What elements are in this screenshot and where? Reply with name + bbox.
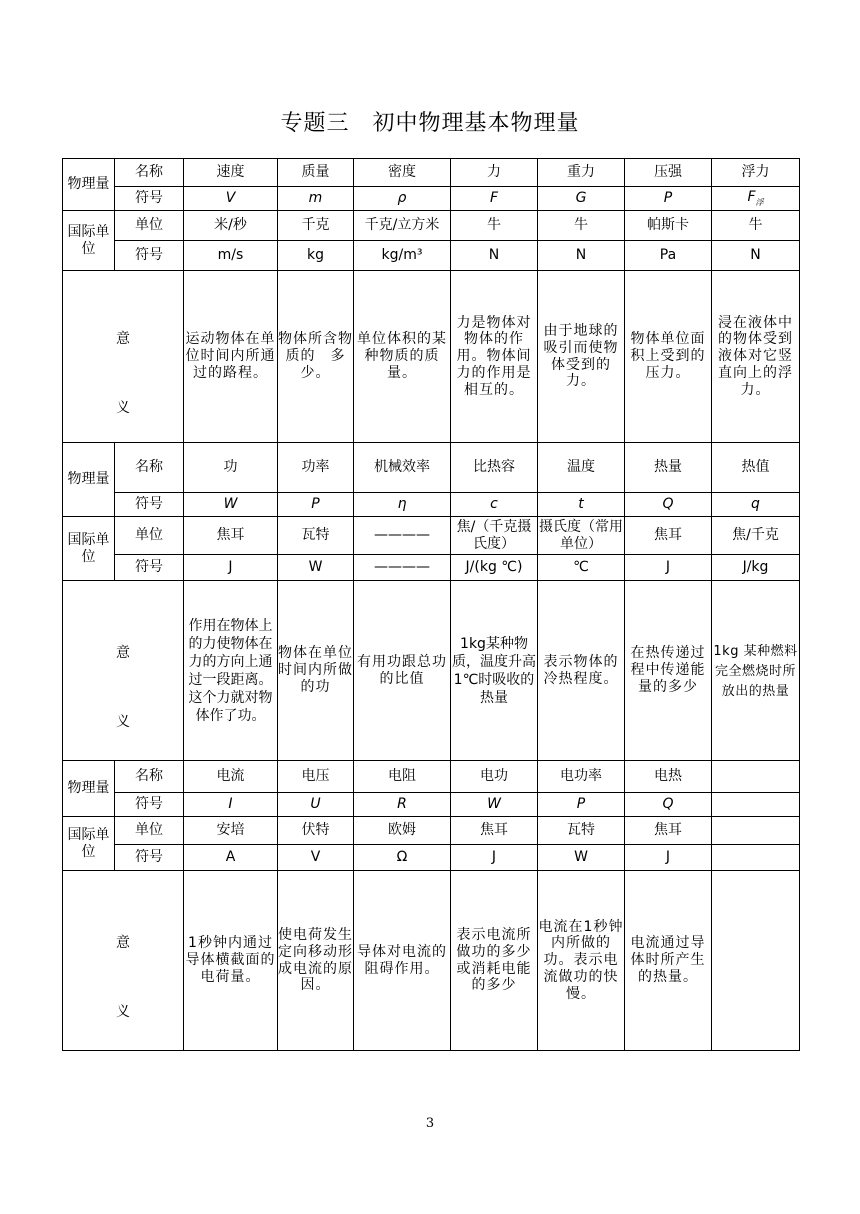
unit-symbol: Pa xyxy=(625,241,712,271)
quantity-name xyxy=(712,761,800,793)
unit-symbol: kg xyxy=(278,241,354,271)
quantity-name: 温度 xyxy=(538,443,625,493)
label-symbol: 符号 xyxy=(115,187,184,211)
group-label-quantity: 物理量 xyxy=(63,761,115,817)
symbol-subscript: 浮 xyxy=(755,198,764,208)
label-unit: 单位 xyxy=(115,517,184,555)
page-number: 3 xyxy=(425,1116,435,1131)
unit-name: 千克/立方米 xyxy=(354,211,451,241)
meaning-text: 导体对电流的阻碍作用。 xyxy=(354,871,451,1051)
unit-symbol: N xyxy=(451,241,538,271)
meaning-text: 由于地球的吸引而使物体受到的力。 xyxy=(538,271,625,443)
unit-name: 焦耳 xyxy=(625,517,712,555)
unit-symbol: kg/m³ xyxy=(354,241,451,271)
unit-symbol: J/kg xyxy=(712,555,800,581)
quantity-symbol xyxy=(538,793,625,817)
quantity-name: 浮力 xyxy=(712,159,800,187)
symbol-text: F xyxy=(489,190,499,207)
meaning-text: 使电荷发生定向移动形成电流的原因。 xyxy=(278,871,354,1051)
quantity-symbol xyxy=(712,187,800,211)
quantity-name: 力 xyxy=(451,159,538,187)
label-unit-symbol: 符号 xyxy=(115,241,184,271)
quantity-symbol xyxy=(354,493,451,517)
quantity-symbol xyxy=(278,187,354,211)
quantity-name: 电热 xyxy=(625,761,712,793)
meaning-row xyxy=(63,271,800,443)
label-name: 名称 xyxy=(115,761,184,793)
unit-name: 伏特 xyxy=(278,817,354,845)
symbol-text: P xyxy=(311,496,320,513)
symbol-text: W xyxy=(223,496,238,513)
unit-name: 焦耳 xyxy=(184,517,278,555)
quantity-symbol xyxy=(278,793,354,817)
unit-name: 千克 xyxy=(278,211,354,241)
quantity-symbol xyxy=(451,493,538,517)
quantity-symbol xyxy=(184,793,278,817)
name-row xyxy=(63,159,800,187)
meaning-text: 力是物体对物体的作用。物体间力的作用是相互的。 xyxy=(451,271,538,443)
unit-row xyxy=(63,211,800,241)
meaning-text: 浸在液体中的物体受到液体对它竖直向上的浮力。 xyxy=(712,271,800,443)
meaning-text: 物体在单位时间内所做的功 xyxy=(278,581,354,761)
quantity-symbol xyxy=(625,493,712,517)
symbol-text: W xyxy=(487,796,501,813)
quantity-symbol xyxy=(625,187,712,211)
quantity-name: 重力 xyxy=(538,159,625,187)
unit-name: 焦耳 xyxy=(625,817,712,845)
quantity-name: 电压 xyxy=(278,761,354,793)
quantity-name: 电功 xyxy=(451,761,538,793)
symbol-row xyxy=(63,793,800,817)
meaning-row xyxy=(63,871,800,1051)
quantity-symbol xyxy=(278,493,354,517)
page-title: 专题三 初中物理基本物理量 xyxy=(280,111,580,136)
unit-name: 焦/（千克摄氏度） xyxy=(451,517,538,555)
unit-name: 焦/千克 xyxy=(712,517,800,555)
unit-symbol: J/(kg ℃) xyxy=(451,555,538,581)
unit-symbol: N xyxy=(538,241,625,271)
unit-symbol xyxy=(712,845,800,871)
symbol-text: R xyxy=(397,796,407,813)
unit-symbol: A xyxy=(184,845,278,871)
unit-symbol: J xyxy=(451,845,538,871)
meaning-text xyxy=(712,871,800,1051)
meaning-text: 1kg某种物质，温度升高1℃时吸收的热量 xyxy=(451,581,538,761)
label-unit: 单位 xyxy=(115,817,184,845)
quantity-symbol xyxy=(354,187,451,211)
unit-symbol: Ω xyxy=(354,845,451,871)
group-label-si-unit: 国际单位 xyxy=(63,817,115,871)
quantity-name: 电阻 xyxy=(354,761,451,793)
label-meaning-2: 义 xyxy=(116,713,130,730)
unit-symbol: J xyxy=(184,555,278,581)
quantity-name: 功率 xyxy=(278,443,354,493)
unit-symbol: W xyxy=(278,555,354,581)
meaning-text: 1kg 某种燃料完全燃烧时所放出的热量 xyxy=(712,581,800,761)
label-meaning-1: 意 xyxy=(116,330,130,347)
unit-name: 牛 xyxy=(538,211,625,241)
unit-name: 帕斯卡 xyxy=(625,211,712,241)
label-name: 名称 xyxy=(115,159,184,187)
unit-name: 瓦特 xyxy=(538,817,625,845)
quantity-name: 比热容 xyxy=(451,443,538,493)
quantity-symbol xyxy=(451,793,538,817)
unit-symbol: m/s xyxy=(184,241,278,271)
label-unit-symbol: 符号 xyxy=(115,555,184,581)
label-meaning-1: 意 xyxy=(116,644,130,661)
unit-symbol: J xyxy=(625,555,712,581)
unit-name: 牛 xyxy=(712,211,800,241)
unit-name: 安培 xyxy=(184,817,278,845)
label-meaning xyxy=(63,271,184,443)
quantity-name: 质量 xyxy=(278,159,354,187)
symbol-text: U xyxy=(310,796,321,813)
label-name: 名称 xyxy=(115,443,184,493)
symbol-text: G xyxy=(575,190,587,207)
name-row xyxy=(63,443,800,493)
physics-quantities-table xyxy=(62,158,800,1051)
symbol-text: Q xyxy=(662,796,674,813)
quantity-symbol xyxy=(451,187,538,211)
symbol-text: I xyxy=(228,796,233,813)
unit-symbol: W xyxy=(538,845,625,871)
quantity-name: 功 xyxy=(184,443,278,493)
unit-symbol: ℃ xyxy=(538,555,625,581)
quantity-name: 机械效率 xyxy=(354,443,451,493)
label-meaning-2: 义 xyxy=(116,399,130,416)
symbol-text: V xyxy=(225,190,236,207)
label-meaning xyxy=(63,581,184,761)
label-symbol: 符号 xyxy=(115,493,184,517)
unit-name: 摄氏度（常用单位） xyxy=(538,517,625,555)
meaning-text: 有用功跟总功的比值 xyxy=(354,581,451,761)
label-meaning-2: 义 xyxy=(116,1003,130,1020)
symbol-text: F xyxy=(747,189,756,206)
quantity-symbol xyxy=(625,793,712,817)
symbol-text: P xyxy=(576,796,586,813)
group-label-quantity: 物理量 xyxy=(63,443,115,517)
unit-name: ———— xyxy=(354,517,451,555)
label-unit: 单位 xyxy=(115,211,184,241)
quantity-symbol xyxy=(354,793,451,817)
quantity-name: 电功率 xyxy=(538,761,625,793)
quantity-symbol xyxy=(712,493,800,517)
unit-symbol-row xyxy=(63,241,800,271)
quantity-name: 密度 xyxy=(354,159,451,187)
group-label-si-unit: 国际单位 xyxy=(63,517,115,581)
symbol-text: m xyxy=(308,190,323,207)
unit-row xyxy=(63,817,800,845)
meaning-text: 电流通过导体时所产生的热量。 xyxy=(625,871,712,1051)
unit-name: 米/秒 xyxy=(184,211,278,241)
meaning-text: 运动物体在单位时间内所通过的路程。 xyxy=(184,271,278,443)
meaning-text: 在热传递过程中传递能量的多少 xyxy=(625,581,712,761)
symbol-row xyxy=(63,187,800,211)
meaning-text: 物体所含物质的 多少。 xyxy=(278,271,354,443)
meaning-row xyxy=(63,581,800,761)
unit-symbol-row xyxy=(63,555,800,581)
quantity-symbol xyxy=(184,493,278,517)
unit-symbol: J xyxy=(625,845,712,871)
quantity-name: 电流 xyxy=(184,761,278,793)
unit-symbol-row xyxy=(63,845,800,871)
unit-symbol: V xyxy=(278,845,354,871)
symbol-text: ρ xyxy=(397,190,407,207)
meaning-text: 1秒钟内通过导体横截面的电荷量。 xyxy=(184,871,278,1051)
meaning-text: 单位体积的某种物质的质量。 xyxy=(354,271,451,443)
unit-name xyxy=(712,817,800,845)
unit-symbol: ———— xyxy=(354,555,451,581)
label-meaning-1: 意 xyxy=(116,934,130,951)
symbol-text: η xyxy=(397,496,407,513)
label-unit-symbol: 符号 xyxy=(115,845,184,871)
label-meaning xyxy=(63,871,184,1051)
meaning-text: 电流在1秒钟内所做的功。表示电流做功的快慢。 xyxy=(538,871,625,1051)
meaning-text: 作用在物体上的力使物体在力的方向上通过一段距离。这个力就对物体作了功。 xyxy=(184,581,278,761)
symbol-text: t xyxy=(578,496,584,513)
symbol-text: P xyxy=(663,190,673,207)
label-symbol: 符号 xyxy=(115,793,184,817)
quantity-symbol xyxy=(712,793,800,817)
quantity-name: 热量 xyxy=(625,443,712,493)
symbol-row xyxy=(63,493,800,517)
quantity-symbol xyxy=(184,187,278,211)
quantity-name: 速度 xyxy=(184,159,278,187)
symbol-text: Q xyxy=(662,496,674,513)
unit-symbol: N xyxy=(712,241,800,271)
meaning-text: 表示物体的冷热程度。 xyxy=(538,581,625,761)
quantity-name: 压强 xyxy=(625,159,712,187)
group-label-si-unit: 国际单位 xyxy=(63,211,115,271)
unit-name: 欧姆 xyxy=(354,817,451,845)
unit-row xyxy=(63,517,800,555)
quantity-symbol xyxy=(538,493,625,517)
symbol-text: c xyxy=(490,496,498,513)
unit-name: 牛 xyxy=(451,211,538,241)
meaning-text: 表示电流所做功的多少或消耗电能的多少 xyxy=(451,871,538,1051)
group-label-quantity: 物理量 xyxy=(63,159,115,211)
quantity-symbol xyxy=(538,187,625,211)
name-row xyxy=(63,761,800,793)
meaning-text: 物体单位面积上受到的压力。 xyxy=(625,271,712,443)
unit-name: 瓦特 xyxy=(278,517,354,555)
symbol-text: q xyxy=(751,496,760,513)
unit-name: 焦耳 xyxy=(451,817,538,845)
quantity-name: 热值 xyxy=(712,443,800,493)
